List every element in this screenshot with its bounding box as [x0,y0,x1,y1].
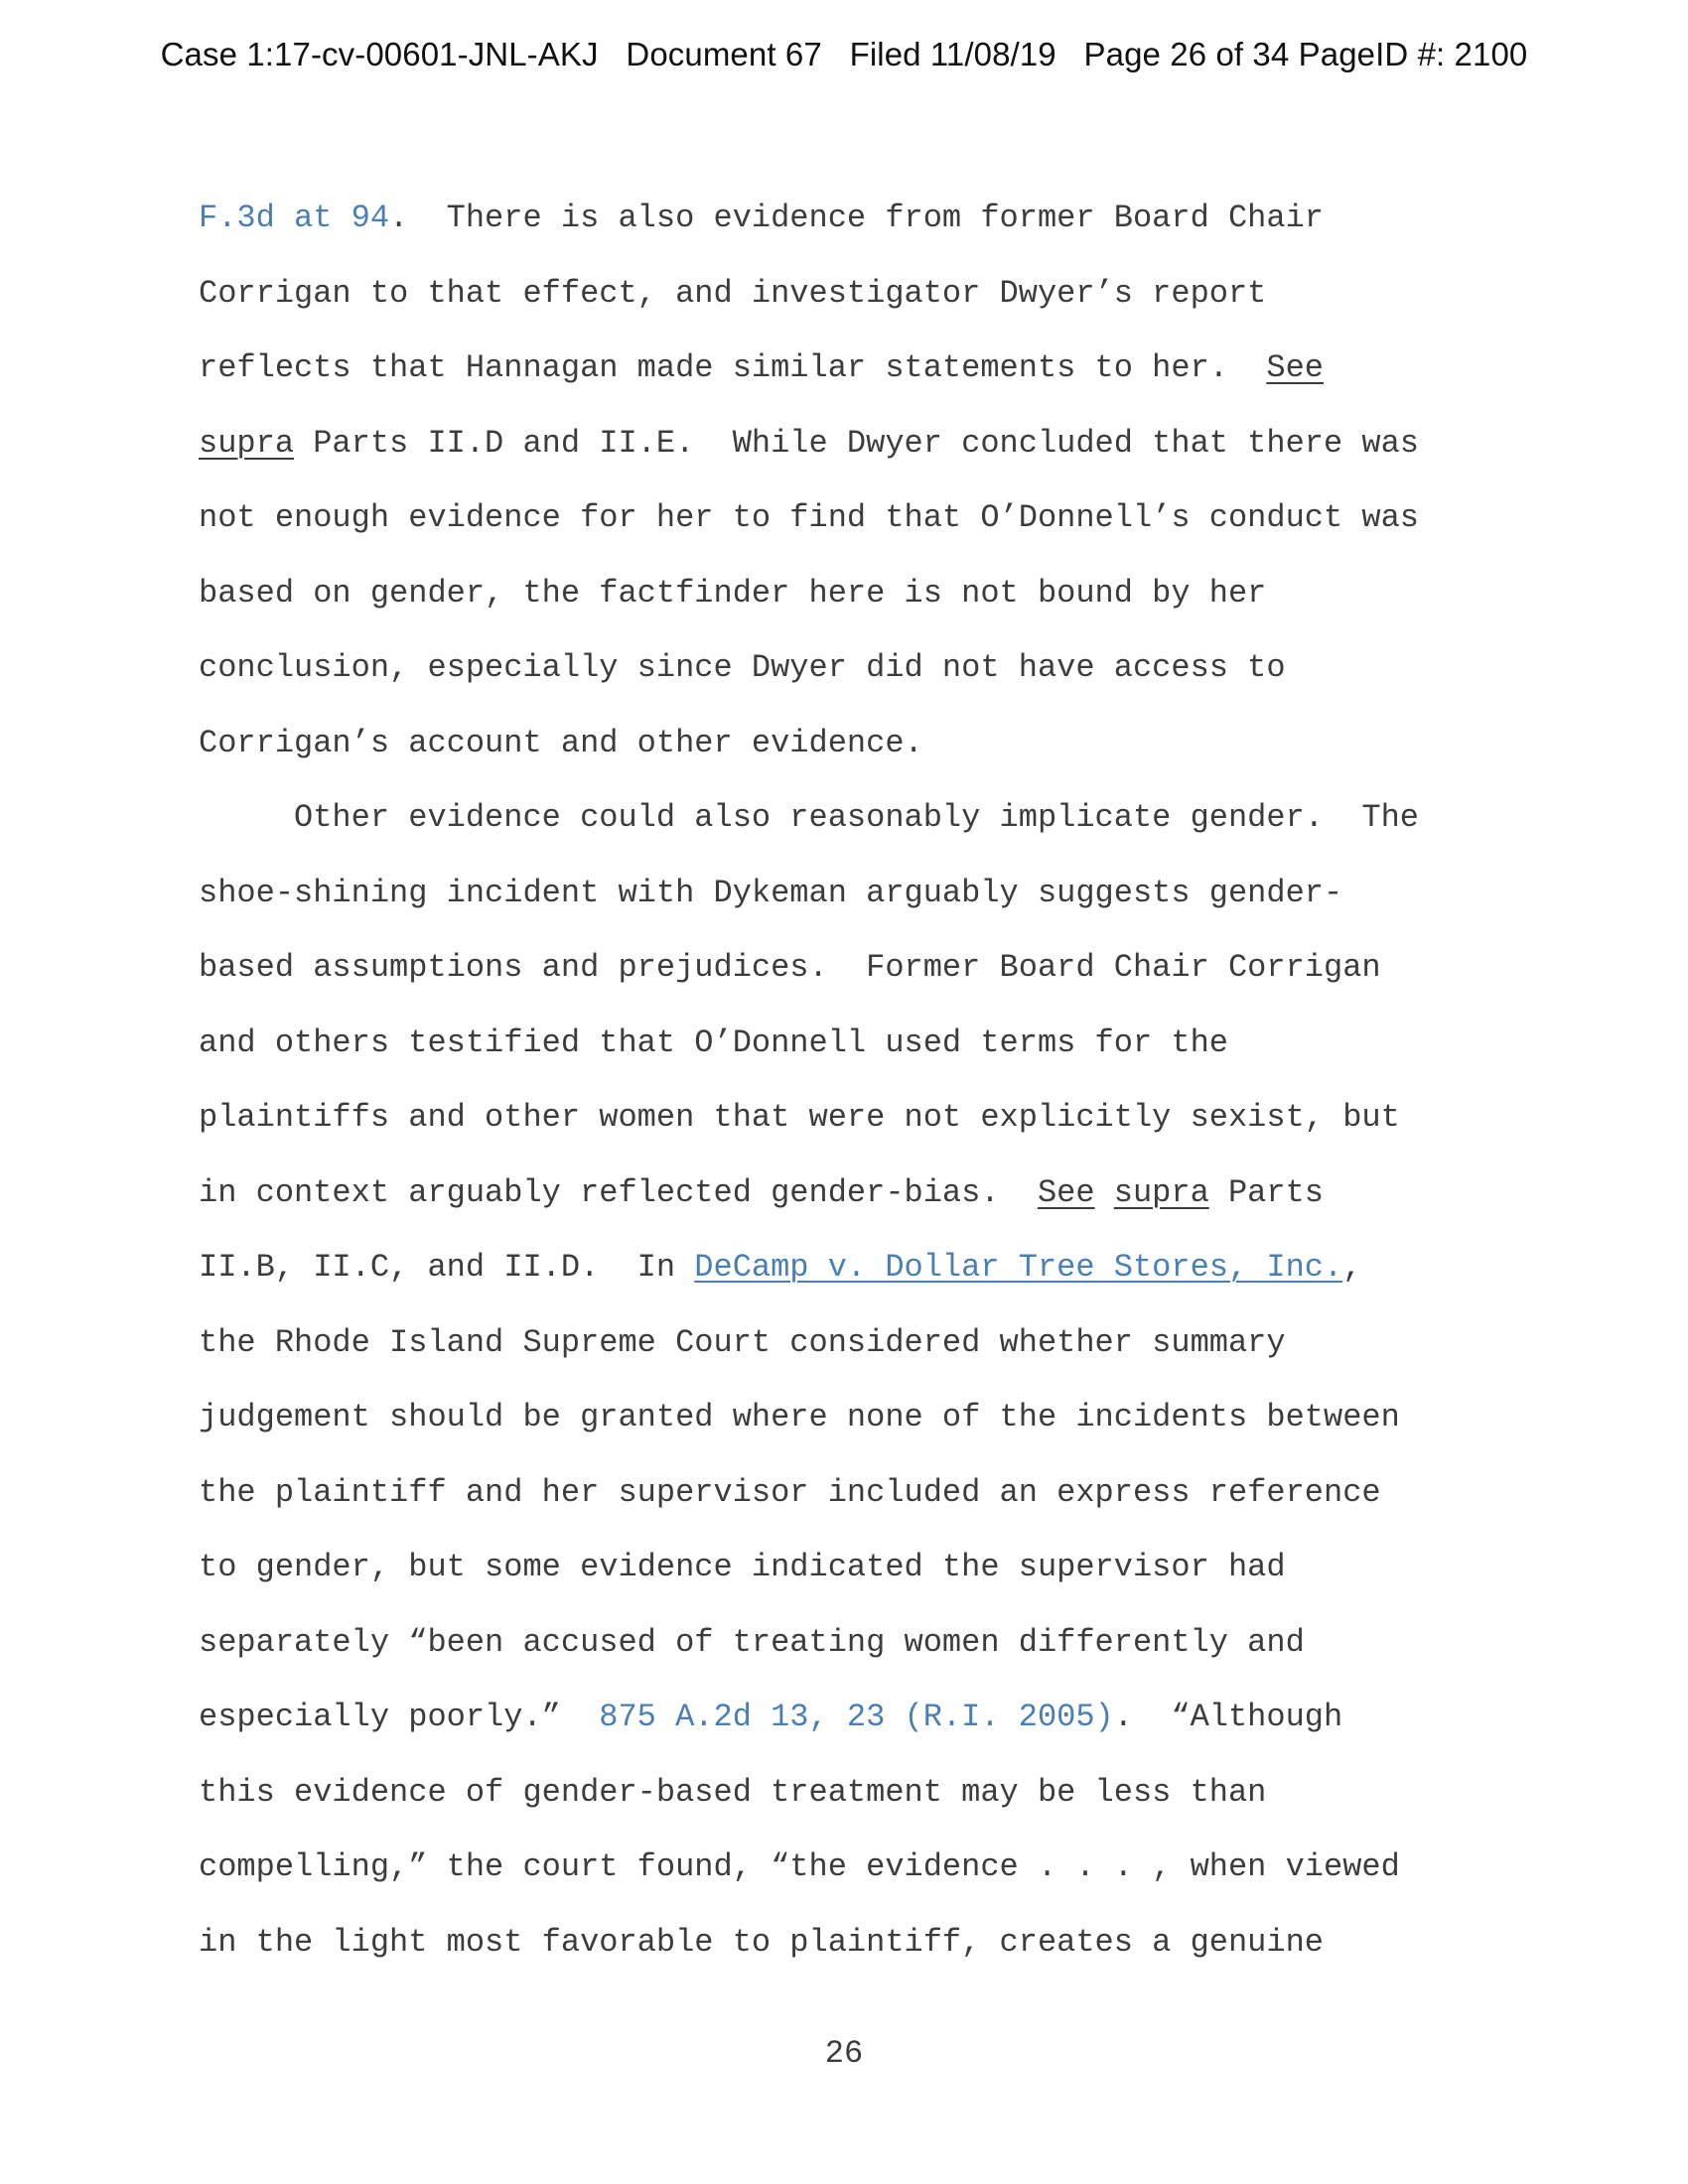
text-line: especially poorly.” 875 A.2d 13, 23 (R.I. 2005). “Although [199,1699,1343,1735]
text-line: to gender, but some evidence indicated the supervisor had [199,1549,1286,1585]
text-line: based on gender, the factfinder here is not bound by her [199,574,1267,612]
text-line: compelling,” the court found, “the evidence . . . , when viewed [199,1848,1400,1885]
text-line: plaintiffs and other women that were not explicitly sexist, but [199,1099,1400,1136]
supra-signal: supra [199,424,295,462]
text-line: in context arguably reflected gender-bias. See supra Parts [199,1173,1324,1211]
text-line: conclusion, especially since Dwyer did not have access to [199,649,1286,686]
page-count: Page 26 of 34 [1083,36,1290,72]
text-line: Corrigan’s account and other evidence. [199,724,923,761]
text-line: Other evidence could also reasonably implicate gender. The [199,799,1419,836]
text-line: this evidence of gender-based treatment may be less than [199,1773,1267,1811]
page-id: PageID #: 2100 [1298,36,1528,72]
text-line: II.B, II.C, and II.D. In DeCamp v. Dollar Tree Stores, Inc., [199,1249,1362,1286]
text-line: F.3d at 94. There is also evidence from former Board Chair [199,200,1324,236]
text-line: the Rhode Island Supreme Court considered whether summary [199,1323,1286,1361]
text-line: separately “been accused of treating women differently and [199,1623,1305,1661]
supra-signal: supra [1113,1173,1209,1211]
see-signal: See [1037,1173,1095,1211]
text-line: in the light most favorable to plaintiff, creates a genuine [199,1923,1324,1961]
text-line: shoe-shining incident with Dykeman arguably suggests gender- [199,874,1343,911]
text-line: judgement should be granted where none of the incidents between [199,1399,1400,1435]
text-line: Corrigan to that effect, and investigator Dwyer’s report [199,274,1267,312]
filed-date: Filed 11/08/19 [849,36,1056,72]
text-line: the plaintiff and her supervisor included an express reference [199,1473,1381,1511]
text-line: and others testified that O’Donnell used terms for the [199,1024,1228,1061]
document-number: Document 67 [626,36,822,72]
text-line: not enough evidence for her to find that O’Donnell’s conduct was [199,499,1419,536]
text-line: reflects that Hannagan made similar statements to her. See [199,349,1324,386]
citation: F.3d at 94 [199,200,390,236]
page-number: 26 [824,2035,864,2072]
case-link-decamp[interactable]: DeCamp v. Dollar Tree Stores, Inc. [694,1249,1343,1286]
text-line: based assumptions and prejudices. Former Board Chair Corrigan [199,949,1381,986]
text-line: supra Parts II.D and II.E. While Dwyer concluded that there was [199,424,1419,462]
citation: 875 A.2d 13, 23 (R.I. 2005) [599,1699,1114,1735]
case-number: Case 1:17-cv-00601-JNL-AKJ [160,36,599,72]
case-header [0,36,1688,73]
see-signal: See [1266,349,1324,386]
document-body [199,195,1509,1993]
